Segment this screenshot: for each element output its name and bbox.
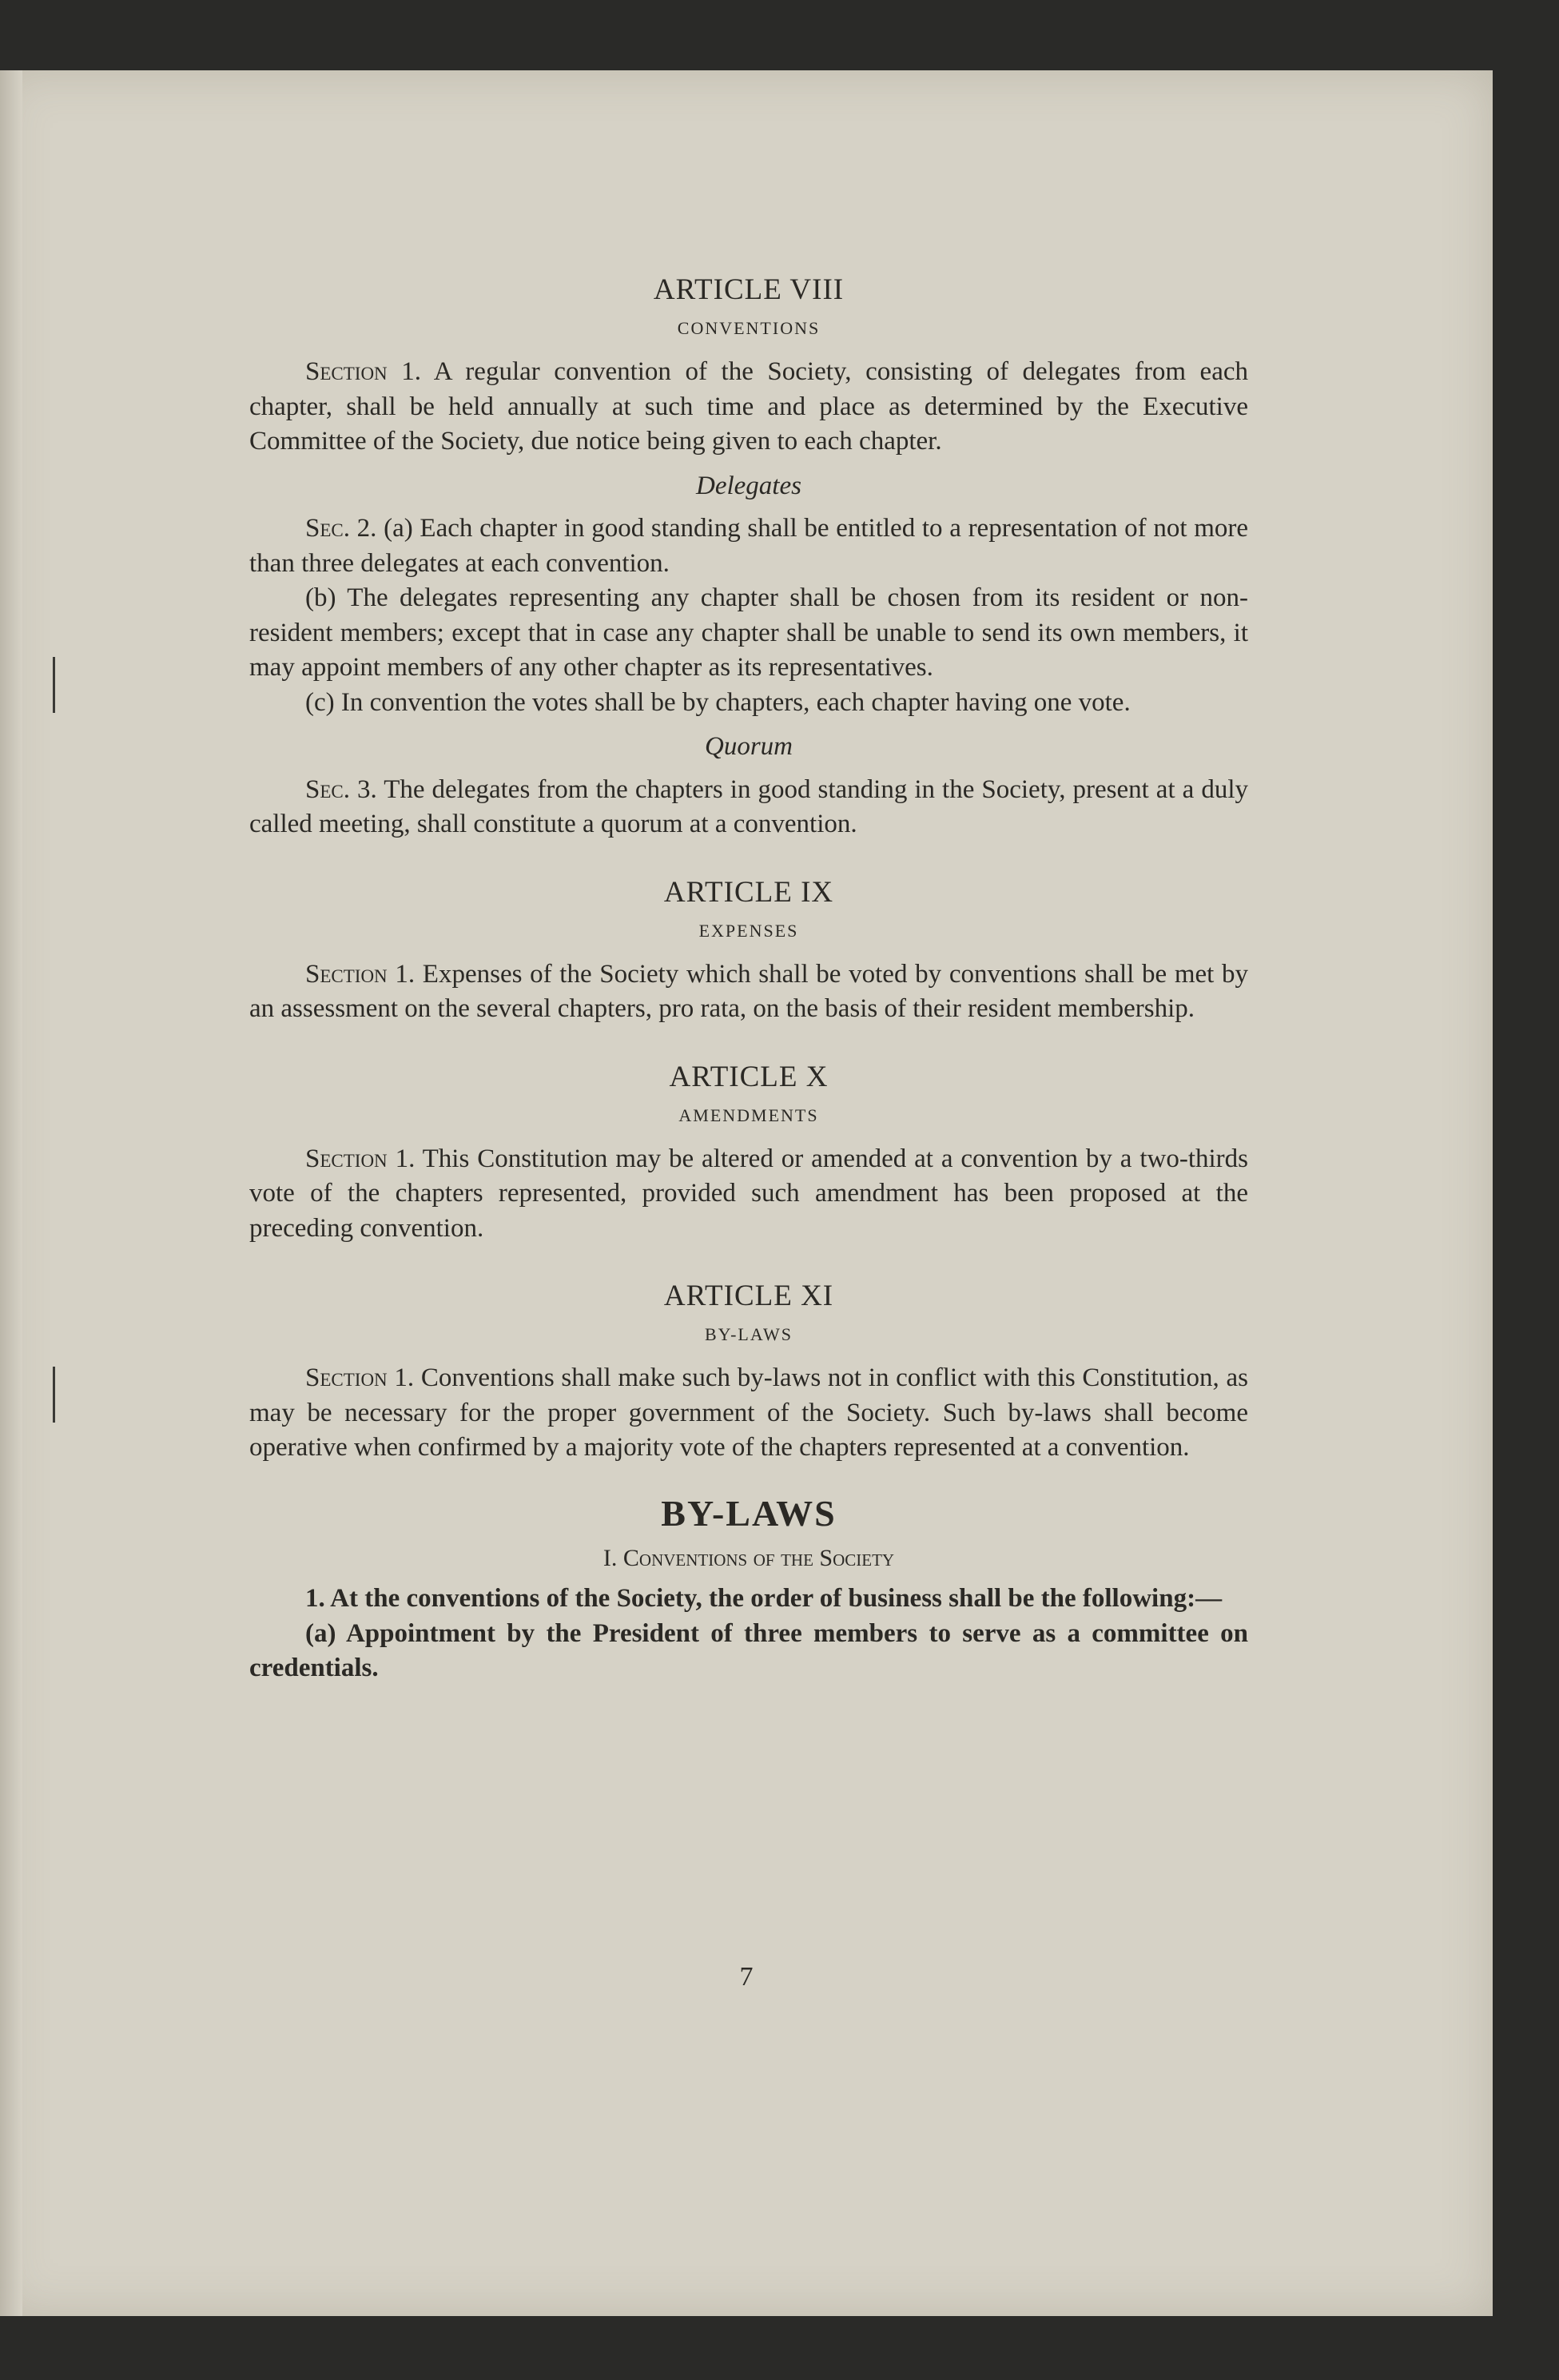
section-text: Expenses of the Society which shall be voted by conventions shall be met by an assessment on the several chapters, pro rata, on the basis of their resident membership. — [249, 959, 1248, 1023]
article-8-subtitle: CONVENTIONS — [677, 318, 821, 338]
section-label: Section 1. — [305, 357, 421, 386]
article-10-section-1 — [249, 1142, 1248, 1247]
section-text: (a) Each chapter in good standing shall be entitled to a representation of not more than three delegates at each convention. — [249, 514, 1248, 578]
article-9-subtitle: EXPENSES — [698, 920, 799, 941]
section-label: Sec. 3. — [305, 774, 377, 804]
section-text: This Constitution may be altered or amended at a convention by a two-thirds vote of the chapters represented, provided such amendment has been proposed at the preceding convention. — [249, 1144, 1249, 1243]
article-9-section-1 — [249, 957, 1248, 1027]
article-8-section-2c: (c) In convention the votes shall be by chapters, each chapter having one vote. — [305, 687, 1131, 717]
section-label: Section 1. — [305, 1144, 416, 1173]
bylaws-item-1: 1. At the conventions of the Society, the order of business shall be the following:— — [305, 1584, 1223, 1613]
article-10-title: ARTICLE X — [669, 1060, 829, 1093]
article-11-section-1 — [249, 1361, 1248, 1466]
section-label: Section 1. — [305, 1363, 415, 1392]
article-10-subtitle: AMENDMENTS — [678, 1104, 819, 1125]
bylaws-subtitle: I. Conventions of the Society — [603, 1544, 895, 1571]
binding-mark — [53, 1367, 55, 1423]
article-11-title: ARTICLE XI — [663, 1280, 834, 1312]
bylaws-item-1a: (a) Appointment by the President of three members to serve as a committee on credentials. — [249, 1618, 1248, 1682]
page-content — [249, 272, 1248, 1686]
section-text: Conventions shall make such by-laws not in conflict with this Constitution, as may be necessary for the proper government of the Society. Such by-laws shall become operative when confirmed by a majority vote of the chapters represented at a convention. — [249, 1363, 1248, 1462]
page-number: 7 — [739, 1962, 754, 1992]
bylaws-title: BY-LAWS — [661, 1492, 837, 1534]
binding-mark — [53, 657, 55, 713]
section-label: Sec. 2. — [305, 514, 377, 543]
section-label: Section 1. — [305, 959, 416, 989]
article-9-title: ARTICLE IX — [663, 875, 834, 909]
section-text: A regular convention of the Society, consisting of delegates from each chapter, shall be held annually at such time and place as determined by the Executive Committee of the Society, due notice being given to each chapter. — [249, 357, 1248, 456]
section-text: The delegates from the chapters in good standing in the Society, present at a duly called meeting, shall constitute a quorum at a convention. — [249, 774, 1248, 838]
article-8-title: ARTICLE VIII — [653, 273, 845, 306]
quorum-heading: Quorum — [704, 732, 793, 761]
article-8-section-1 — [249, 355, 1248, 460]
article-8-section-2a — [249, 511, 1248, 581]
article-8-section-2b: (b) The delegates representing any chapter shall be chosen from its resident or non-resident members; except that in case any chapter shall be unable to send its own members, it may appoint members of any other chapter as its representatives. — [249, 583, 1248, 682]
article-8-section-3 — [249, 773, 1248, 842]
article-11-subtitle: BY-LAWS — [704, 1324, 793, 1344]
delegates-heading: Delegates — [696, 471, 801, 500]
